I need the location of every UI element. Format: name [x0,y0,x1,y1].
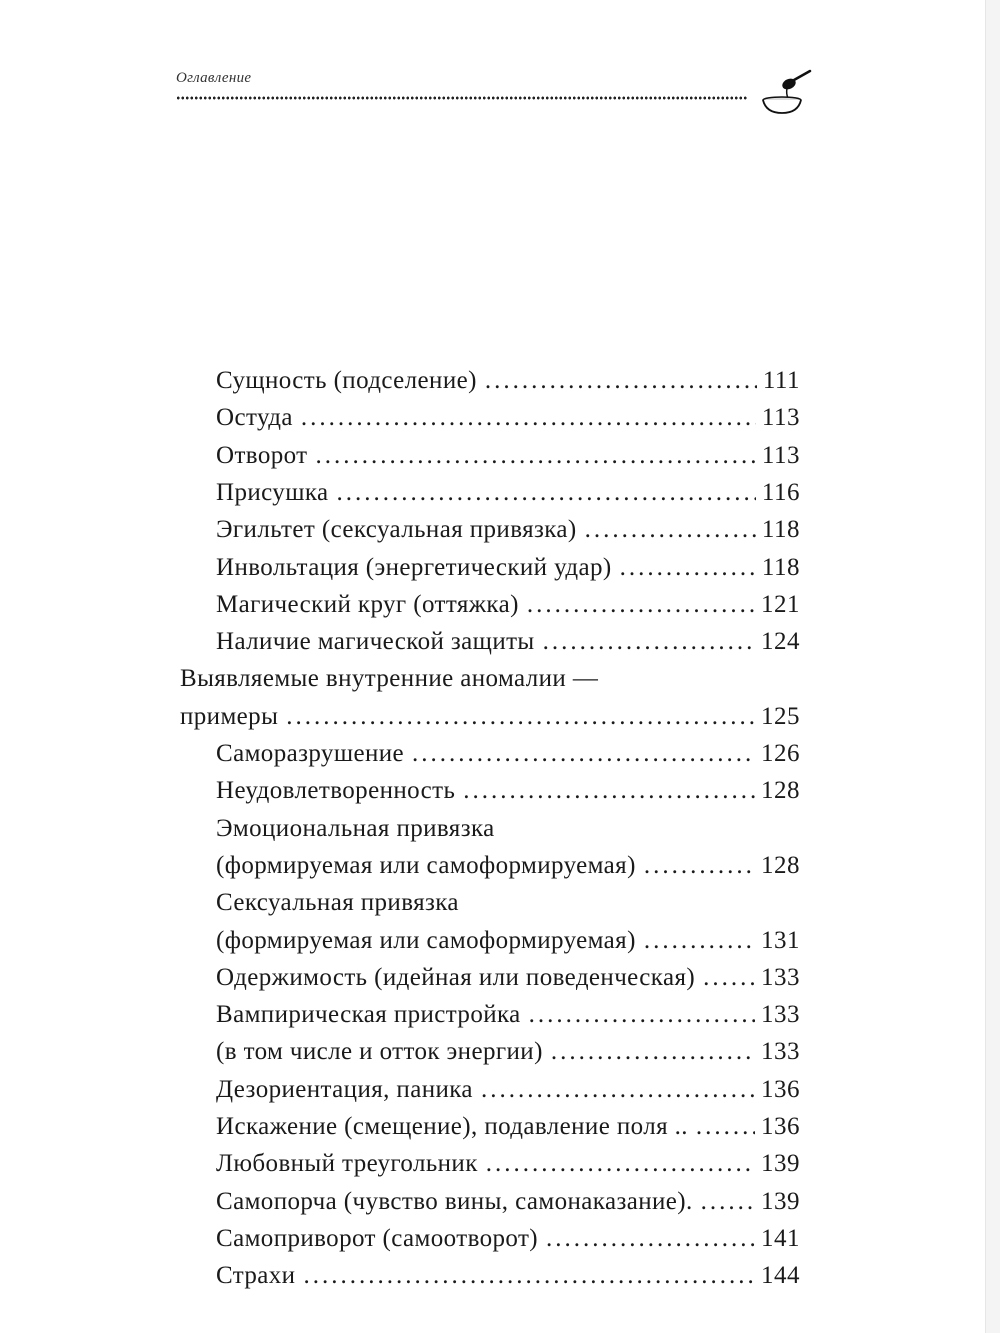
toc-entry-title: Страхи [216,1262,296,1290]
toc-entry-title: Выявляемые внутренние аномалии — [180,665,599,693]
toc-entry [180,698,800,735]
toc-entry-title: примеры [180,702,279,730]
toc-entry-page: 133 [761,1038,800,1066]
toc-entry-page: 111 [762,367,800,394]
bowl-spoon-icon [758,68,812,114]
dot-leader [463,772,755,809]
dot-leader [696,1108,755,1145]
dot-leader [529,996,755,1033]
toc-entry [216,996,800,1033]
dot-leader [703,959,755,996]
toc-entry-title: Дезориентация, паника [216,1075,473,1103]
toc-entry-page: 141 [761,1224,800,1252]
toc-entry [216,810,800,847]
toc-entry [216,437,800,474]
toc-entry-page: 118 [761,516,800,544]
dot-leader [301,399,756,436]
toc-entry-title: (формируемая или самоформируемая) [216,851,636,879]
dot-leader [485,362,757,399]
toc-entry-title: Одержимость (идейная или поведенческая) [216,963,696,991]
toc-entry-title: Инвольтация (энергетический удар) [216,553,612,581]
toc-entry-title: Сексуальная привязка [216,889,459,917]
toc-entry [216,399,800,436]
toc-entry-page: 113 [761,404,800,432]
toc-entry [216,362,800,399]
toc-entry-page: 128 [761,851,800,879]
toc-entry-page: 116 [761,478,800,506]
dot-leader [644,847,755,884]
toc-entry [216,1220,800,1257]
toc-entry [216,1071,800,1108]
toc-entry-page: 133 [761,963,800,991]
toc-entry-page: 133 [761,1001,800,1029]
toc-entry [216,1108,800,1145]
toc-entry [216,847,800,884]
toc-entry [216,1033,800,1070]
toc-entry-title: Наличие магической защиты [216,628,535,656]
toc-entry-page: 118 [761,553,800,581]
toc-entry-page: 124 [761,628,800,656]
toc-entry [216,772,800,809]
toc-entry [216,1257,800,1294]
dot-leader [585,511,756,548]
toc-entry-title: (формируемая или самоформируемая) [216,926,636,954]
toc-entry-title: Отворот [216,441,308,469]
toc-entry-page: 136 [761,1075,800,1103]
toc-entry-title: (в том числе и отток энергии) [216,1038,543,1066]
toc-entry-title: Самоприворот (самоотворот) [216,1224,539,1252]
toc-entry-page: 131 [761,926,800,954]
dot-leader [486,1145,755,1182]
running-title: Оглавление [176,70,252,86]
toc-entry-page: 139 [761,1187,800,1215]
dot-leader [412,735,755,772]
toc-entry [216,511,800,548]
dot-leader [551,1033,755,1070]
dotted-rule [176,96,748,100]
toc-entry [216,1183,800,1220]
dot-leader [620,549,756,586]
dot-leader [701,1183,755,1220]
toc-entry-page: 139 [761,1150,800,1178]
toc-entry-page: 144 [761,1262,800,1290]
toc-entry [180,660,800,697]
toc-entry-title: Саморазрушение [216,740,405,767]
dot-leader [316,437,756,474]
dot-leader [286,698,755,735]
dot-leader [546,1220,755,1257]
toc-entry-page: 136 [761,1113,800,1140]
toc-entry-title: Эмоциональная привязка [216,814,495,842]
toc-entry [216,922,800,959]
toc-entry-title: Присушка [216,478,329,506]
toc-entry-title: Вампирическая пристройка [216,1001,521,1029]
toc-entry [216,549,800,586]
dot-leader [303,1257,755,1294]
toc-entry-page: 121 [761,590,800,618]
toc-entry-page: 126 [761,740,800,767]
toc-entry-title: Остуда [216,404,293,432]
toc-entry [216,623,800,660]
toc-entry-page: 113 [761,441,800,469]
toc-entry [216,474,800,511]
toc-entry-title: Магический круг (оттяжка) [216,590,519,618]
toc-entry-title: Любовный треугольник [216,1150,478,1178]
toc-entry-title: Искажение (смещение), подавление поля .. [216,1113,688,1140]
toc-entry-title: Самопорча (чувство вины, самонаказание). [216,1187,693,1215]
toc-entry [216,959,800,996]
dot-leader [527,586,755,623]
toc-entry-page: 128 [761,777,800,805]
dot-leader [481,1071,755,1108]
toc-entry-title: Неудовлетворенность [216,777,456,805]
page-edge [985,0,1000,1333]
toc-entry [216,884,800,921]
toc-entry [216,586,800,623]
toc-entry-title: Эгильтет (сексуальная привязка) [216,516,577,544]
dot-leader [337,474,756,511]
toc-entry [216,735,800,772]
dot-leader [543,623,755,660]
toc-entry-page: 125 [761,702,800,730]
toc-entry-title: Сущность (подселение) [216,367,477,394]
dot-leader [644,922,755,959]
toc-entry [216,1145,800,1182]
